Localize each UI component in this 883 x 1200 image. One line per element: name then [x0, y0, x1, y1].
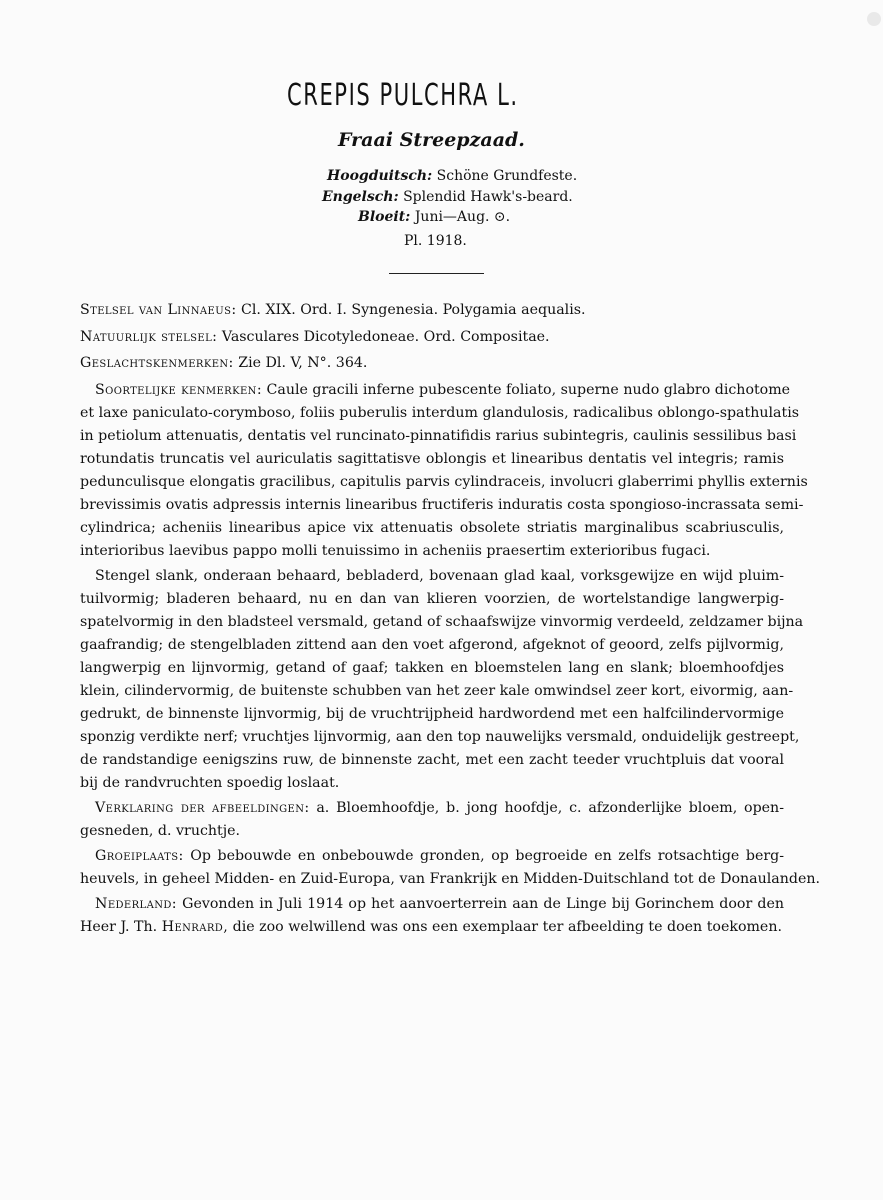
stelsel-line — [80, 299, 784, 321]
dutch-line-5: langwerpig en lijnvormig, getand of gaaf; takken en bloemstelen lang en slank; bloemhoofdjes — [80, 660, 784, 676]
verklaring-label: Verklaring der afbeeldingen: — [95, 800, 310, 816]
dutch-line-8: sponzig verdikte nerf; vruchtjes lijnvormig, aan den top nauwelijks versmald, onduidelijk gestreept, — [80, 729, 800, 745]
bloeit-value: Juni—Aug. ⊙. — [414, 209, 511, 225]
dutch-line-9: de randstandige eenigszins ruw, de binnenste zacht, met een zacht teeder vruchtpluis dat vooral — [80, 752, 784, 768]
natuurlijk-label: Natuurlijk stelsel: — [80, 329, 218, 345]
page-smudge — [867, 12, 881, 26]
dutch-name: Fraai Streepzaad. — [338, 129, 525, 151]
dutch-line-4: gaafrandig; de stengelbladen zittend aan den voet afgerond, afgeknot of geoord, zelfs pijlvormig, — [80, 637, 784, 653]
verklaring-text-1: a. Bloemhoofdje, b. jong hoofdje, c. afzonderlijke bloem, open- — [316, 800, 784, 816]
nederland-name: Henrard, — [161, 919, 229, 935]
stelsel-label: Stelsel van Linnaeus: — [80, 302, 237, 318]
dutch-line-7: gedrukt, de binnenste lijnvormig, bij de vruchtrijpheid hardwordend met een halfcilindervormige — [80, 706, 784, 722]
stelsel-value: Cl. XIX. Ord. I. Syngenesia. Polygamia aequalis. — [241, 302, 586, 318]
dutch-line-3: spatelvormig in den bladsteel versmald, getand of schaafswijze vinvormig verdeeld, zeldzamer bijna — [80, 614, 804, 630]
nederland-line-1 — [95, 893, 784, 915]
groei-line-1 — [95, 845, 784, 867]
nederland-text-2a: Heer J. Th. — [80, 919, 158, 935]
groei-label: Groeiplaats: — [95, 848, 184, 864]
engelsch-value: Splendid Hawk's-beard. — [403, 189, 573, 205]
dutch-line-10: bij de randvruchten spoedig loslaat. — [80, 775, 340, 791]
nederland-line-2 — [80, 916, 784, 938]
bloeit-line — [358, 209, 510, 225]
engelsch-line — [322, 189, 573, 205]
hoogduitsch-label: Hoogduitsch: — [327, 168, 433, 184]
dutch-line-1: Stengel slank, onderaan behaard, bebladerd, bovenaan glad kaal, vorksgewijze en wijd pluim- — [95, 568, 784, 584]
soort-line-1 — [95, 379, 791, 401]
groei-text-1: Op bebouwde en onbebouwde gronden, op begroeide en zelfs rotsachtige berg- — [190, 848, 784, 864]
groei-line-2: heuvels, in geheel Midden- en Zuid-Europa, van Frankrijk en Midden-Duitschland tot de Donaulanden. — [80, 871, 821, 887]
natuurlijk-line — [80, 326, 784, 348]
hoogduitsch-line — [327, 168, 577, 184]
soort-line-7: cylindrica; acheniis linearibus apice vix attenuatis obsolete striatis marginalibus scabriusculis, — [80, 520, 784, 536]
engelsch-label: Engelsch: — [322, 189, 399, 205]
soort-line-4: rotundatis truncatis vel auriculatis sagittatisve oblongis et linearibus dentatis vel integris; ramis — [80, 451, 784, 467]
plate-number: Pl. 1918. — [404, 233, 467, 249]
soort-line-3: in petiolum attenuatis, dentatis vel runcinato-pinnatifidis rarius subintegris, caulinis sessilibus basi — [80, 428, 797, 444]
bloeit-label: Bloeit: — [358, 209, 411, 225]
natuurlijk-value: Vasculares Dicotyledoneae. Ord. Compositae. — [221, 329, 550, 345]
verklaring-line-2: gesneden, d. vruchtje. — [80, 823, 241, 839]
geslacht-value: Zie Dl. V, N°. 364. — [238, 355, 368, 371]
geslacht-label: Geslachtskenmerken: — [80, 355, 234, 371]
nederland-text-1: Gevonden in Juli 1914 op het aanvoerterrein aan de Linge bij Gorinchem door den — [182, 896, 784, 912]
dutch-line-6: klein, cilindervormig, de buitenste schubben van het zeer kale omwindsel zeer kort, eivormig, aan- — [80, 683, 794, 699]
hoogduitsch-value: Schöne Grundfeste. — [436, 168, 578, 184]
nederland-text-2b: die zoo welwillend was ons een exemplaar ter afbeelding te doen toekomen. — [232, 919, 782, 935]
soort-text-1: Caule gracili inferne pubescente foliato, superne nudo glabro dichotome — [266, 382, 791, 398]
soort-line-8: interioribus laevibus pappo molli tenuissimo in acheniis praesertim exterioribus fugaci. — [80, 543, 711, 559]
header-divider — [389, 273, 484, 274]
nederland-label: Nederland: — [95, 896, 177, 912]
soort-line-6: brevissimis ovatis adpressis internis linearibus fructiferis induratis costa spongioso-incrassata semi- — [80, 497, 804, 513]
soort-line-5: pedunculisque elongatis gracilibus, capitulis parvis cylindraceis, involucri glaberrimi phyllis externis — [80, 474, 808, 490]
geslacht-line — [80, 352, 784, 374]
soort-line-2: et laxe paniculato-corymboso, foliis puberulis interdum glandulosis, radicalibus oblongo-spathulatis — [80, 405, 800, 421]
dutch-line-2: tuilvormig; bladeren behaard, nu en dan van klieren voorzien, de wortelstandige langwerpig- — [80, 591, 784, 607]
page-title: CREPIS PULCHRA L. — [287, 78, 519, 113]
verklaring-line-1 — [95, 797, 784, 819]
soort-label: Soortelijke kenmerken: — [95, 382, 263, 398]
